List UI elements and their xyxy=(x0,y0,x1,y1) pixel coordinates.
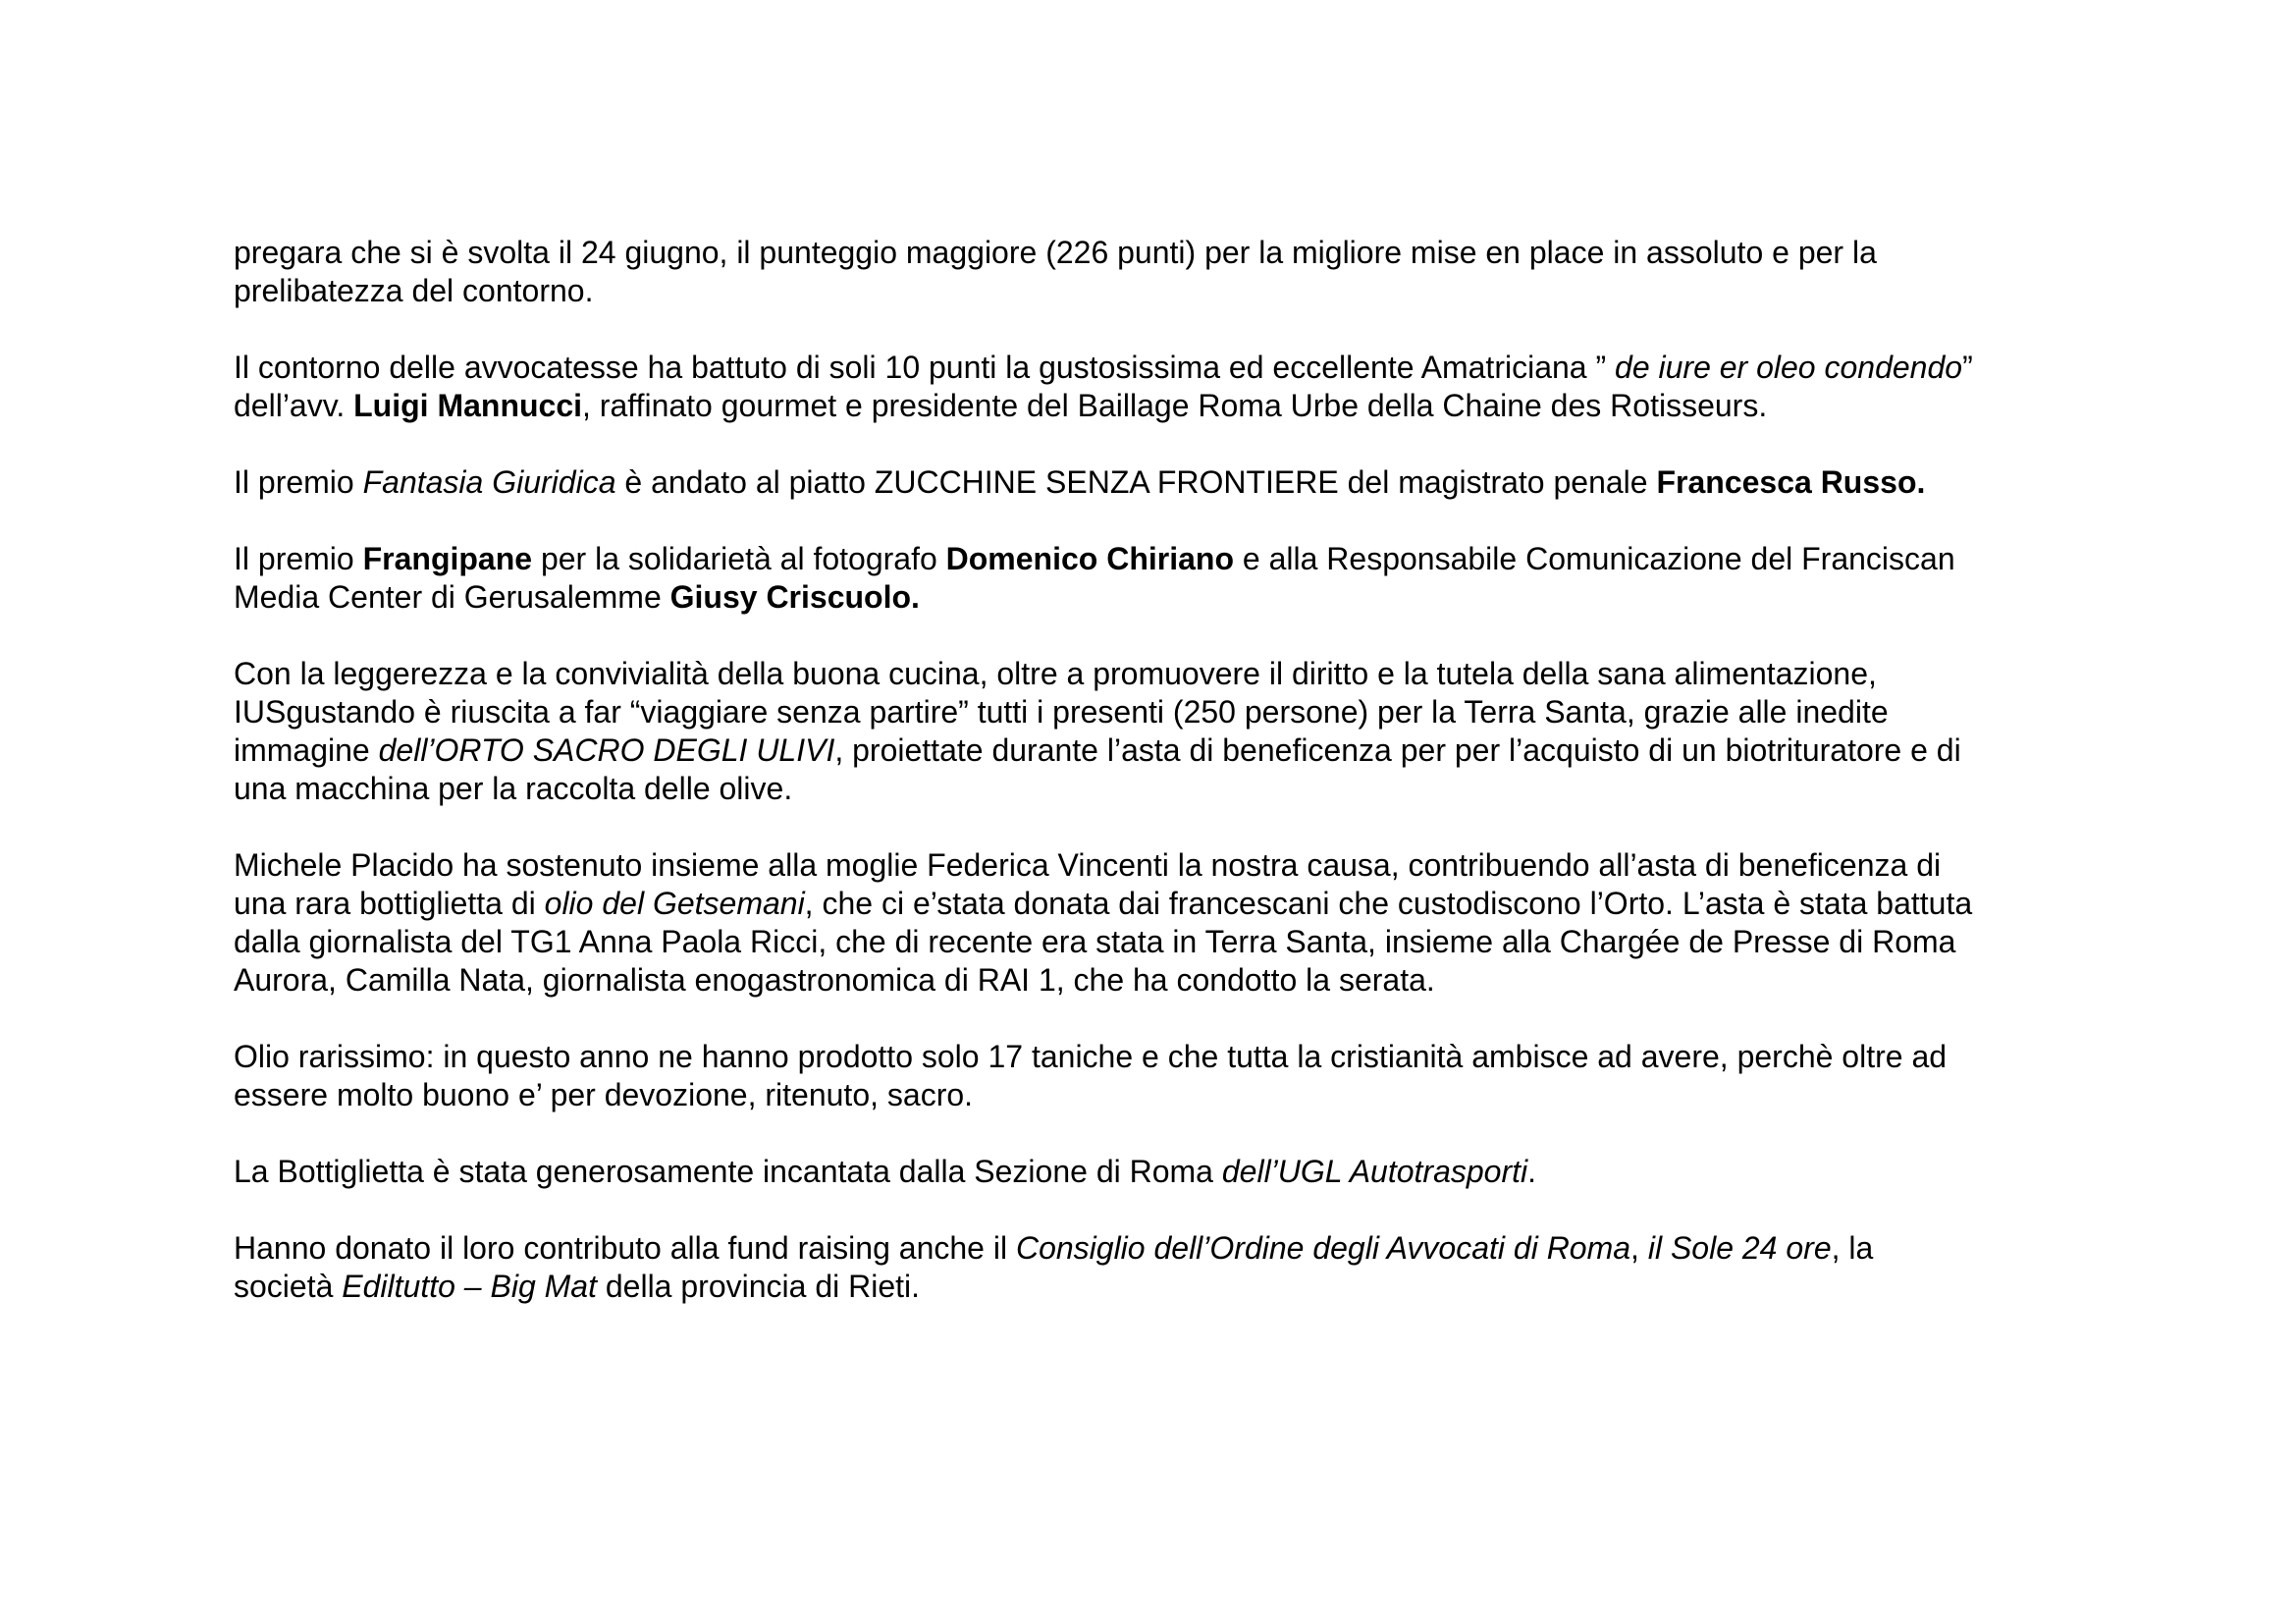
text-line xyxy=(234,463,2099,502)
text-run: della provincia di Rieti. xyxy=(596,1269,921,1304)
text-run: una macchina per la raccolta delle olive. xyxy=(234,771,793,806)
text-run: Media Center di Gerusalemme xyxy=(234,579,670,615)
paragraph xyxy=(234,540,2099,617)
text-line xyxy=(234,1038,2099,1076)
italic-text: dell’ORTO SACRO DEGLI ULIVI xyxy=(378,732,835,768)
text-run: Il premio xyxy=(234,464,363,500)
text-line xyxy=(234,923,2099,961)
text-run: dell’avv. xyxy=(234,388,354,423)
text-line xyxy=(234,1076,2099,1114)
paragraph xyxy=(234,1229,2099,1306)
text-run: prelibatezza del contorno. xyxy=(234,273,594,308)
text-line xyxy=(234,1268,2099,1306)
text-line xyxy=(234,540,2099,578)
document-body xyxy=(234,234,2099,1344)
text-run: dalla giornalista del TG1 Anna Paola Ricci, che di recente era stata in Terra Santa, insieme alla Chargée de Presse di Roma xyxy=(234,924,1956,959)
text-run: ” xyxy=(1962,350,1973,385)
text-run: Il premio xyxy=(234,541,363,576)
text-run: Olio rarissimo: in questo anno ne hanno prodotto solo 17 taniche e che tutta la cristianità ambisce ad avere, perchè oltre ad xyxy=(234,1039,1948,1074)
text-run: e alla Responsabile Comunicazione del Franciscan xyxy=(1234,541,1955,576)
paragraph xyxy=(234,655,2099,808)
paragraph xyxy=(234,1153,2099,1191)
paragraph xyxy=(234,234,2099,310)
paragraph xyxy=(234,846,2099,1000)
text-line xyxy=(234,885,2099,923)
text-line xyxy=(234,234,2099,272)
italic-text: olio del Getsemani xyxy=(544,886,805,921)
text-line xyxy=(234,770,2099,808)
text-run: , proiettate durante l’asta di beneficenza per per l’acquisto di un biotrituratore e di xyxy=(834,732,1961,768)
bold-text: Giusy Criscuolo. xyxy=(669,579,920,615)
text-run: IUSgustando è riuscita a far “viaggiare senza partire” tutti i presenti (250 persone) per la Terra Santa, grazie alle inedite xyxy=(234,694,1889,730)
text-run: Hanno donato il loro contributo alla fund raising anche il xyxy=(234,1230,1016,1266)
paragraph xyxy=(234,349,2099,425)
text-run: La Bottiglietta è stata generosamente incantata dalla Sezione di Roma xyxy=(234,1154,1222,1189)
text-run: per la solidarietà al fotografo xyxy=(532,541,946,576)
text-line xyxy=(234,731,2099,770)
text-run: Michele Placido ha sostenuto insieme alla moglie Federica Vincenti la nostra causa, contribuendo all’asta di beneficenza di xyxy=(234,847,1942,883)
text-run: . xyxy=(1527,1154,1537,1189)
paragraph xyxy=(234,1038,2099,1114)
text-run: immagine xyxy=(234,732,379,768)
italic-text: il Sole 24 ore xyxy=(1647,1230,1832,1266)
text-run: Aurora, Camilla Nata, giornalista enogastronomica di RAI 1, che ha condotto la serata. xyxy=(234,962,1435,998)
text-run: è andato al piatto ZUCCHINE SENZA FRONTIERE del magistrato penale xyxy=(615,464,1657,500)
text-line xyxy=(234,1229,2099,1268)
text-run: pregara che si è svolta il 24 giugno, il punteggio maggiore (226 punti) per la migliore mise en place in assoluto e per la xyxy=(234,235,1877,270)
italic-text: dell’UGL Autotrasporti xyxy=(1221,1154,1528,1189)
text-line xyxy=(234,846,2099,885)
text-line xyxy=(234,349,2099,387)
bold-text: Francesca Russo. xyxy=(1656,464,1926,500)
text-run: , raffinato gourmet e presidente del Baillage Roma Urbe della Chaine des Rotisseurs. xyxy=(582,388,1768,423)
text-line xyxy=(234,1153,2099,1191)
italic-text: de iure er oleo condendo xyxy=(1615,350,1963,385)
italic-text: Fantasia Giuridica xyxy=(362,464,616,500)
text-line xyxy=(234,655,2099,693)
text-run: società xyxy=(234,1269,343,1304)
text-run: , xyxy=(1630,1230,1648,1266)
text-run: , che ci e’stata donata dai francescani che custodiscono l’Orto. L’asta è stata battuta xyxy=(804,886,1973,921)
text-line xyxy=(234,961,2099,1000)
text-line xyxy=(234,578,2099,617)
bold-text: Luigi Mannucci xyxy=(353,388,583,423)
italic-text: Ediltutto – Big Mat xyxy=(342,1269,597,1304)
italic-text: Consiglio dell’Ordine degli Avvocati di Roma xyxy=(1015,1230,1631,1266)
text-run: Il contorno delle avvocatesse ha battuto di soli 10 punti la gustosissima ed eccellente Amatriciana ” xyxy=(234,350,1616,385)
text-run: una rara bottiglietta di xyxy=(234,886,545,921)
text-line xyxy=(234,272,2099,310)
text-run: essere molto buono e’ per devozione, ritenuto, sacro. xyxy=(234,1077,974,1112)
paragraph xyxy=(234,463,2099,502)
text-line xyxy=(234,693,2099,731)
bold-text: Frangipane xyxy=(362,541,533,576)
bold-text: Domenico Chiriano xyxy=(945,541,1234,576)
text-line xyxy=(234,387,2099,425)
text-run: Con la leggerezza e la convivialità della buona cucina, oltre a promuovere il diritto e la tutela della sana alimentazione, xyxy=(234,656,1877,691)
text-run: , la xyxy=(1831,1230,1874,1266)
